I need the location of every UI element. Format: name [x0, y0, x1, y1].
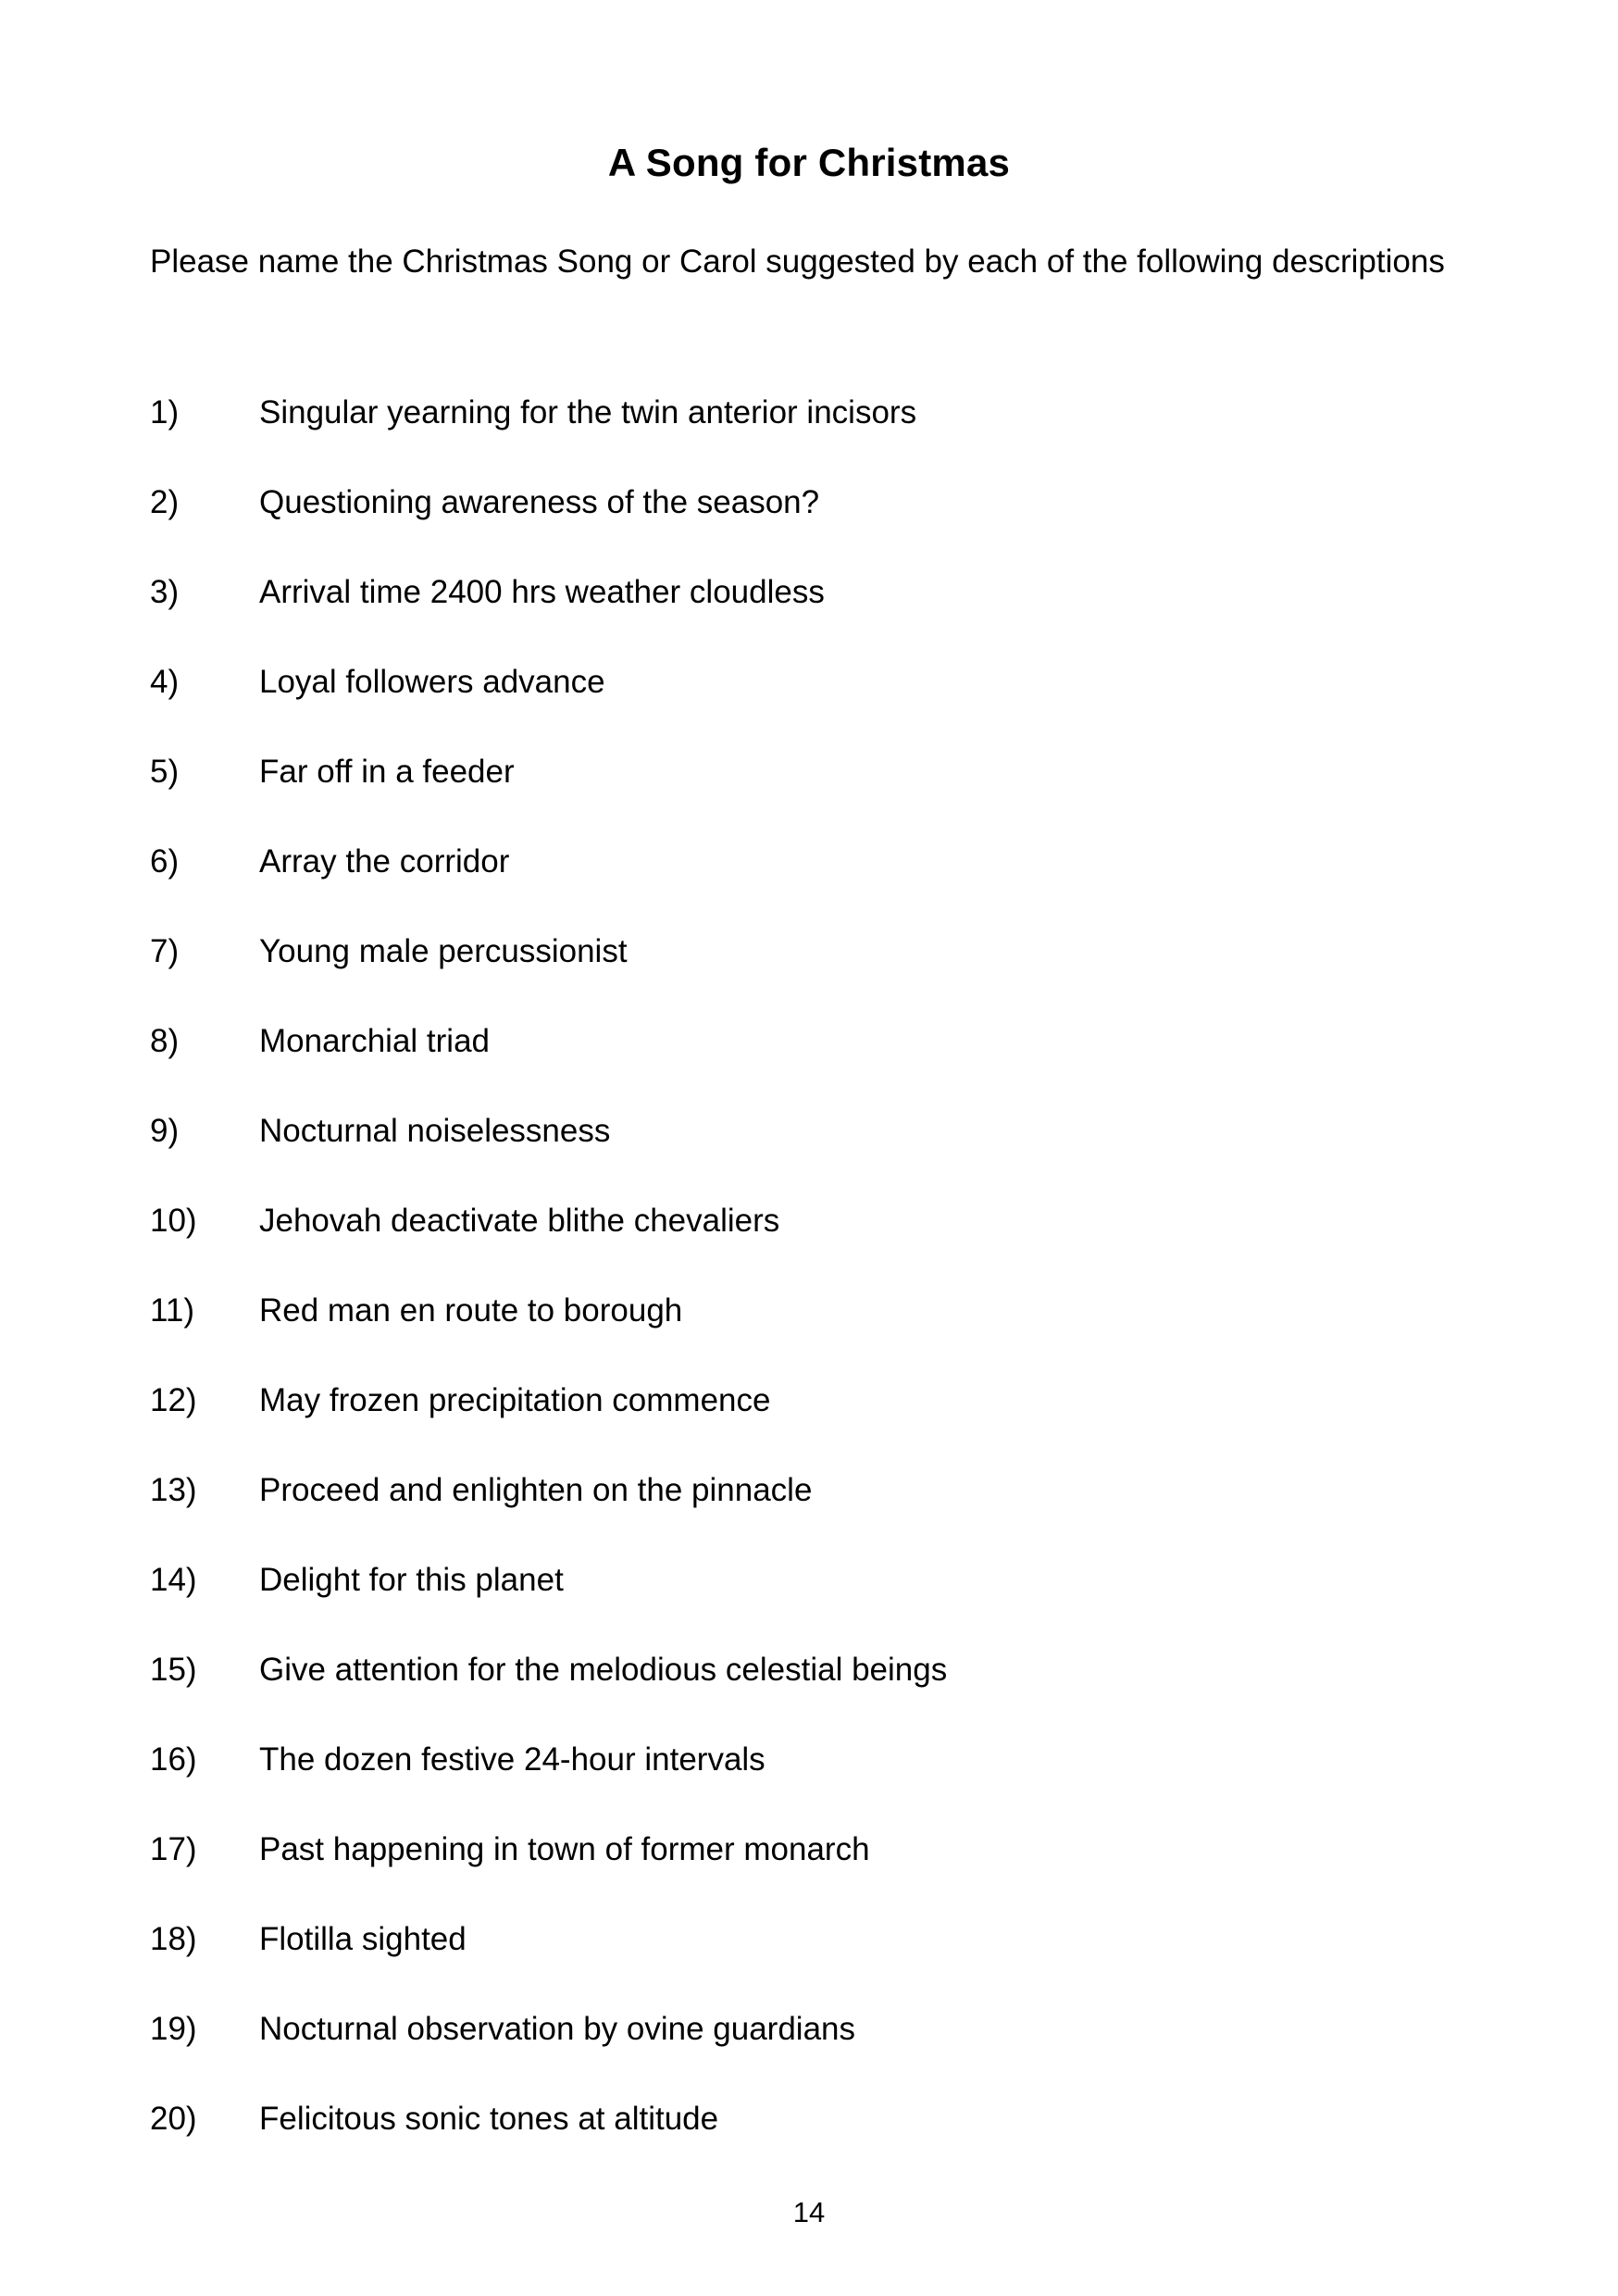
- list-item: [150, 1474, 1464, 1564]
- list-item-number: 6): [150, 843, 180, 880]
- list-item-text: Delight for this planet: [259, 1562, 564, 1598]
- list-item-number: 17): [150, 1831, 197, 1867]
- list-item: [150, 1653, 1464, 1743]
- list-item-number: 12): [150, 1382, 197, 1418]
- list-item-text: Nocturnal noiselessness: [259, 1113, 611, 1149]
- list-item: [150, 666, 1464, 755]
- list-item: [150, 755, 1464, 845]
- intro-paragraph: Please name the Christmas Song or Carol suggested by each of the following descriptions: [150, 243, 1445, 280]
- list-item-text: The dozen festive 24-hour intervals: [259, 1741, 765, 1778]
- list-item-number: 15): [150, 1652, 197, 1688]
- list-item-number: 18): [150, 1921, 197, 1957]
- list-item: [150, 1564, 1464, 1653]
- list-item: [150, 576, 1464, 666]
- list-item-text: Questioning awareness of the season?: [259, 484, 820, 520]
- list-item-text: Singular yearning for the twin anterior incisors: [259, 394, 917, 430]
- list-item-number: 11): [150, 1292, 194, 1329]
- list-item-number: 13): [150, 1472, 197, 1508]
- list-item-number: 3): [150, 574, 180, 610]
- list-item: [150, 1743, 1464, 1833]
- list-item: [150, 396, 1464, 486]
- list-item: [150, 1115, 1464, 1204]
- list-item-text: Nocturnal observation by ovine guardians: [259, 2011, 855, 2047]
- list-item-number: 8): [150, 1023, 180, 1059]
- list-item-text: Past happening in town of former monarch: [259, 1831, 870, 1867]
- list-item: [150, 2103, 1464, 2192]
- list-item-number: 10): [150, 1203, 197, 1239]
- list-item: [150, 1294, 1464, 1384]
- list-item-number: 14): [150, 1562, 197, 1598]
- list-item-text: Array the corridor: [259, 843, 510, 880]
- list-item-text: Young male percussionist: [259, 933, 628, 969]
- list-item-number: 2): [150, 484, 180, 520]
- list-item-text: Proceed and enlighten on the pinnacle: [259, 1472, 813, 1508]
- list-item-number: 1): [150, 394, 180, 430]
- list-item: [150, 1025, 1464, 1115]
- list-item-number: 9): [150, 1113, 180, 1149]
- list-item-number: 7): [150, 933, 180, 969]
- list-item-text: May frozen precipitation commence: [259, 1382, 771, 1418]
- list-item-text: Loyal followers advance: [259, 664, 605, 700]
- list-item: [150, 1204, 1464, 1294]
- list-item-number: 4): [150, 664, 180, 700]
- list-item-text: Jehovah deactivate blithe chevaliers: [259, 1203, 780, 1239]
- page-number: 14: [792, 2196, 826, 2228]
- list-item: [150, 845, 1464, 935]
- list-item-text: Red man en route to borough: [259, 1292, 683, 1329]
- question-list: [150, 396, 1464, 2192]
- list-item: [150, 486, 1464, 576]
- list-item-text: Flotilla sighted: [259, 1921, 467, 1957]
- list-item: [150, 1384, 1464, 1474]
- list-item-number: 16): [150, 1741, 197, 1778]
- list-item-text: Far off in a feeder: [259, 754, 515, 790]
- list-item-number: 19): [150, 2011, 197, 2047]
- list-item-text: Felicitous sonic tones at altitude: [259, 2101, 719, 2137]
- list-item-text: Arrival time 2400 hrs weather cloudless: [259, 574, 825, 610]
- list-item-number: 20): [150, 2101, 197, 2137]
- list-item: [150, 1923, 1464, 2013]
- list-item: [150, 1833, 1464, 1923]
- list-item-number: 5): [150, 754, 180, 790]
- list-item: [150, 935, 1464, 1025]
- list-item-text: Monarchial triad: [259, 1023, 490, 1059]
- page-title: A Song for Christmas: [607, 141, 1011, 184]
- list-item: [150, 2013, 1464, 2103]
- list-item-text: Give attention for the melodious celestial beings: [259, 1652, 948, 1688]
